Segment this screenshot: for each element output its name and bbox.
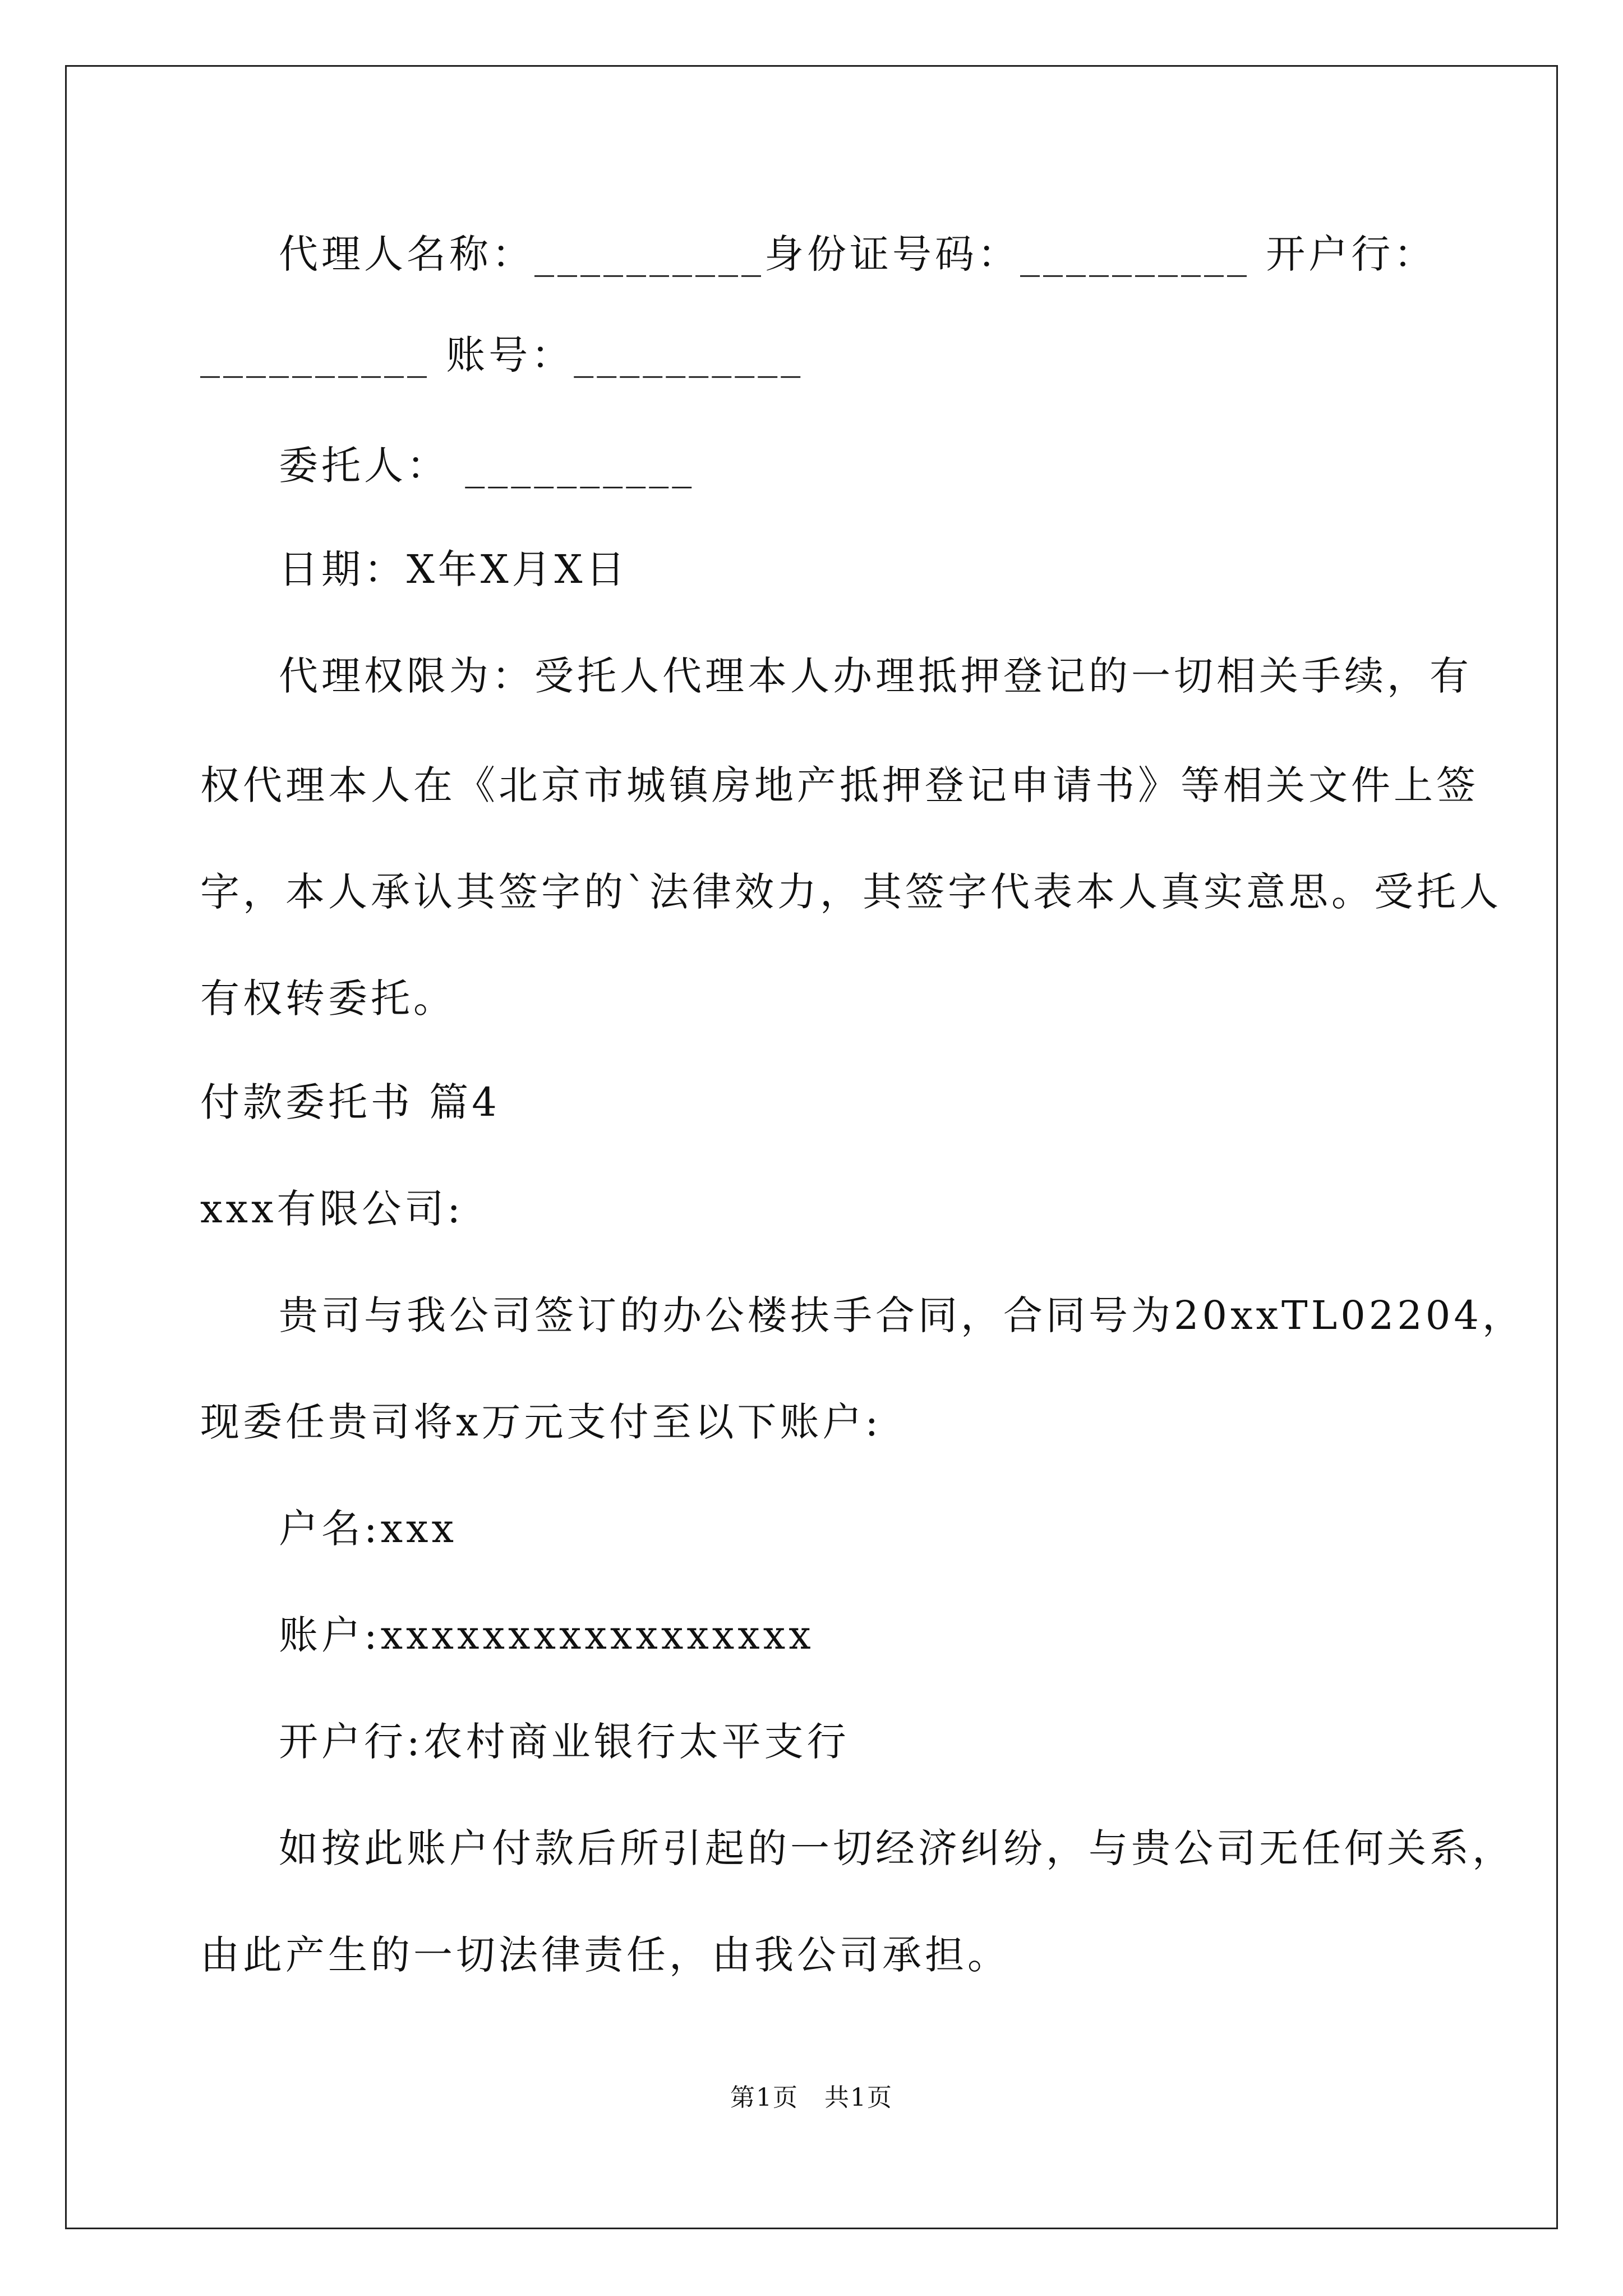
page-border <box>65 65 1558 2229</box>
liability-paragraph-line-1: 如按此账户付款后所引起的一切经济纠纷，与贵公司无任何关系， <box>279 1825 1515 1871</box>
account-number-line: 账户:xxxxxxxxxxxxxxxxx <box>279 1612 814 1658</box>
authority-paragraph-line-4: 有权转委托。 <box>200 976 456 1022</box>
authority-paragraph-line-3: 字，本人承认其签字的`法律效力，其签字代表本人真实意思。受托人 <box>200 869 1502 915</box>
authority-paragraph-line-2: 权代理本人在《北京市城镇房地产抵押登记申请书》等相关文件上签 <box>200 762 1479 808</box>
contract-paragraph-line-2: 现委任贵司将x万元支付至以下账户: <box>200 1399 882 1445</box>
principal-line: 委托人： __________ <box>279 443 695 489</box>
recipient-line: xxx有限公司: <box>200 1186 464 1232</box>
liability-paragraph-line-2: 由此产生的一切法律责任，由我公司承担。 <box>200 1932 1010 1978</box>
page-footer: 第1页 共1页 <box>730 2083 893 2112</box>
agent-info-line: 代理人名称：__________身份证号码：__________ 开户行： <box>279 231 1437 277</box>
account-line: __________ 账号：__________ <box>200 332 804 378</box>
section-heading: 付款委托书 篇4 <box>200 1079 500 1125</box>
account-name-line: 户名:xxx <box>279 1506 458 1552</box>
date-line: 日期：X年X月X日 <box>279 546 629 592</box>
authority-paragraph-line-1: 代理权限为：受托人代理本人办理抵押登记的一切相关手续，有 <box>279 653 1472 699</box>
bank-line: 开户行:农村商业银行太平支行 <box>279 1719 850 1765</box>
contract-paragraph-line-1: 贵司与我公司签订的办公楼扶手合同，合同号为20xxTL02204， <box>279 1292 1525 1338</box>
